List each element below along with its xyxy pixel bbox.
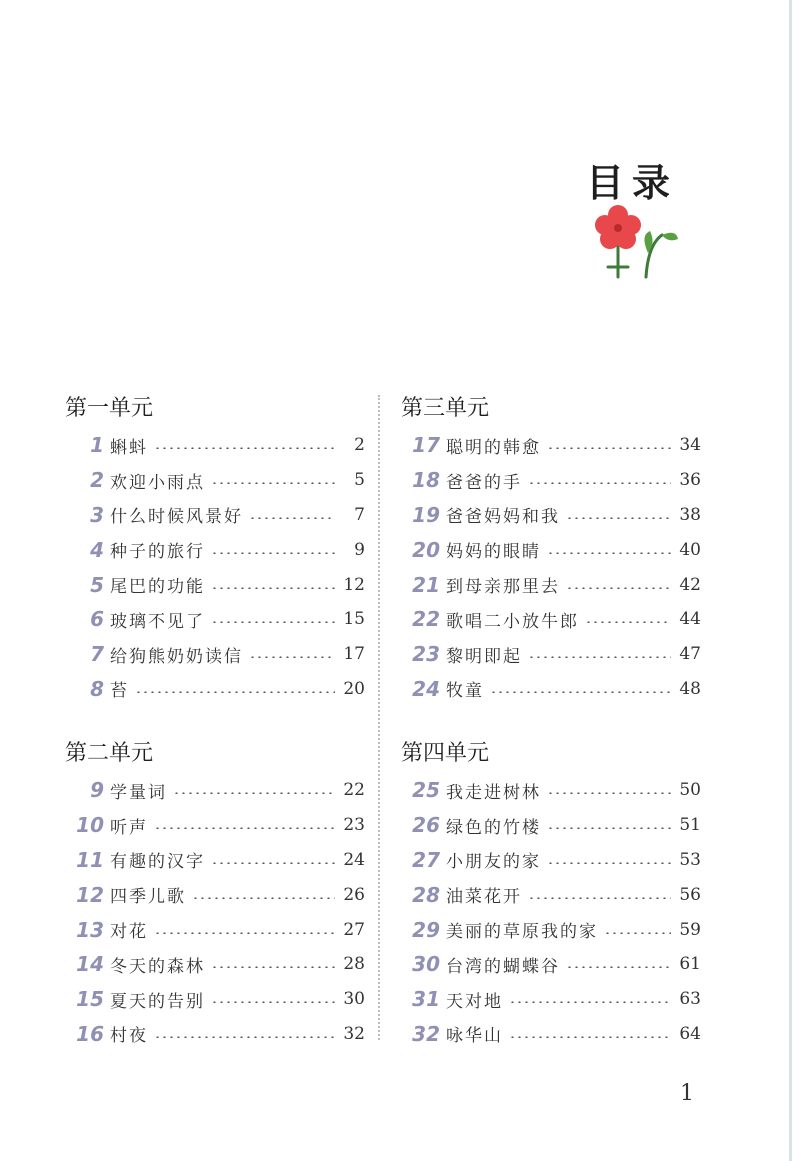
dot-leader xyxy=(154,1036,335,1038)
lesson-number: 10 xyxy=(76,813,104,838)
lesson-title: 妈妈的眼睛 xyxy=(446,542,541,563)
lesson-list xyxy=(65,773,365,1051)
lesson-number: 2 xyxy=(90,468,104,493)
column-divider xyxy=(378,395,380,1040)
lesson-page: 24 xyxy=(343,849,365,870)
lesson-title: 蝌蚪 xyxy=(110,437,148,458)
toc-entry[interactable] xyxy=(401,808,701,843)
lesson-title: 种子的旅行 xyxy=(110,542,205,563)
toc-entry[interactable] xyxy=(401,773,701,808)
dot-leader xyxy=(211,482,335,484)
lesson-number: 19 xyxy=(412,502,440,527)
dot-leader xyxy=(211,966,335,968)
lesson-title: 夏天的告别 xyxy=(110,991,205,1012)
lesson-list xyxy=(401,428,701,706)
lesson-number: 20 xyxy=(412,537,440,562)
toc-column-left xyxy=(65,390,365,1050)
page-edge-line xyxy=(789,0,792,1161)
lesson-page: 56 xyxy=(679,884,701,905)
flower-icon xyxy=(588,205,680,281)
dot-leader xyxy=(547,827,671,829)
dot-leader xyxy=(566,966,671,968)
lesson-list xyxy=(65,428,365,706)
lesson-page: 12 xyxy=(343,574,365,595)
dot-leader xyxy=(566,517,671,519)
toc-entry[interactable] xyxy=(65,773,365,808)
lesson-number: 15 xyxy=(76,987,104,1012)
lesson-page: 7 xyxy=(354,504,365,525)
dot-leader xyxy=(604,932,671,934)
toc-entry[interactable] xyxy=(401,498,701,533)
toc-entry[interactable] xyxy=(401,532,701,567)
lesson-title: 油菜花开 xyxy=(446,887,522,908)
dot-leader xyxy=(154,447,335,449)
lesson-page: 51 xyxy=(679,815,701,836)
lesson-page: 53 xyxy=(679,849,701,870)
lesson-title: 天对地 xyxy=(446,991,503,1012)
lesson-page: 50 xyxy=(679,780,701,801)
lesson-number: 3 xyxy=(90,502,104,527)
lesson-title: 歌唱二小放牛郎 xyxy=(446,611,579,632)
toc-entry[interactable] xyxy=(401,672,701,707)
lesson-page: 22 xyxy=(343,780,365,801)
dot-leader xyxy=(211,587,335,589)
lesson-number: 1 xyxy=(90,433,104,458)
toc-entry[interactable] xyxy=(401,843,701,878)
unit-1 xyxy=(65,390,365,706)
toc-entry[interactable] xyxy=(65,1017,365,1052)
lesson-page: 64 xyxy=(679,1023,701,1044)
lesson-page: 27 xyxy=(343,919,365,940)
lesson-number: 32 xyxy=(412,1021,440,1046)
toc-entry[interactable] xyxy=(65,843,365,878)
lesson-title: 咏华山 xyxy=(446,1026,503,1047)
dot-leader xyxy=(211,862,335,864)
lesson-title: 爸爸的手 xyxy=(446,472,522,493)
unit-3 xyxy=(401,390,701,706)
toc-entry[interactable] xyxy=(401,1017,701,1052)
dot-leader xyxy=(528,482,671,484)
lesson-title: 小朋友的家 xyxy=(446,852,541,873)
lesson-number: 28 xyxy=(412,882,440,907)
lesson-number: 26 xyxy=(412,813,440,838)
lesson-page: 34 xyxy=(679,435,701,456)
dot-leader xyxy=(211,621,335,623)
toc-entry[interactable] xyxy=(65,637,365,672)
lesson-page: 38 xyxy=(679,504,701,525)
unit-title: 第三单元 xyxy=(401,396,490,421)
lesson-page: 2 xyxy=(354,435,365,456)
toc-entry[interactable] xyxy=(401,602,701,637)
unit-4 xyxy=(401,735,701,1051)
toc-entry[interactable] xyxy=(401,912,701,947)
lesson-title: 村夜 xyxy=(110,1026,148,1047)
dot-leader xyxy=(135,691,335,693)
toc-entry[interactable] xyxy=(65,947,365,982)
lesson-number: 31 xyxy=(412,987,440,1012)
toc-entry[interactable] xyxy=(65,877,365,912)
lesson-title: 四季儿歌 xyxy=(110,887,186,908)
lesson-title: 美丽的草原我的家 xyxy=(446,922,598,943)
unit-title: 第四单元 xyxy=(401,741,490,766)
lesson-page: 30 xyxy=(343,989,365,1010)
dot-leader xyxy=(249,656,335,658)
lesson-number: 11 xyxy=(76,847,104,872)
lesson-number: 27 xyxy=(412,847,440,872)
lesson-number: 21 xyxy=(412,572,440,597)
lesson-title: 台湾的蝴蝶谷 xyxy=(446,956,560,977)
toc-entry[interactable] xyxy=(65,982,365,1017)
lesson-page: 5 xyxy=(354,470,365,491)
lesson-number: 17 xyxy=(412,433,440,458)
lesson-page: 48 xyxy=(679,678,701,699)
toc-entry[interactable] xyxy=(401,982,701,1017)
page-title: 目录 xyxy=(586,161,679,205)
lesson-number: 4 xyxy=(90,537,104,562)
dot-leader xyxy=(547,792,671,794)
lesson-title: 冬天的森林 xyxy=(110,956,205,977)
page-number: 1 xyxy=(680,1081,694,1106)
toc-entry[interactable] xyxy=(65,808,365,843)
dot-leader xyxy=(249,517,335,519)
lesson-page: 17 xyxy=(343,644,365,665)
lesson-number: 18 xyxy=(412,468,440,493)
toc-entry[interactable] xyxy=(401,637,701,672)
dot-leader xyxy=(585,621,671,623)
lesson-page: 59 xyxy=(679,919,701,940)
unit-title: 第一单元 xyxy=(65,396,154,421)
toc-entry[interactable] xyxy=(401,463,701,498)
toc-entry[interactable] xyxy=(65,463,365,498)
toc-entry[interactable] xyxy=(65,532,365,567)
lesson-title: 黎明即起 xyxy=(446,646,522,667)
lesson-number: 8 xyxy=(90,676,104,701)
lesson-title: 到母亲那里去 xyxy=(446,577,560,598)
lesson-number: 16 xyxy=(76,1021,104,1046)
lesson-number: 24 xyxy=(412,676,440,701)
lesson-title: 苔 xyxy=(110,681,129,702)
lesson-page: 63 xyxy=(679,989,701,1010)
lesson-title: 爸爸妈妈和我 xyxy=(446,507,560,528)
dot-leader xyxy=(509,1001,671,1003)
lesson-list xyxy=(401,773,701,1051)
toc-entry[interactable] xyxy=(65,567,365,602)
toc-entry[interactable] xyxy=(65,602,365,637)
lesson-page: 42 xyxy=(679,574,701,595)
lesson-number: 12 xyxy=(76,882,104,907)
dot-leader xyxy=(490,691,671,693)
dot-leader xyxy=(154,827,335,829)
lesson-number: 13 xyxy=(76,917,104,942)
lesson-number: 6 xyxy=(90,607,104,632)
dot-leader xyxy=(566,587,671,589)
dot-leader xyxy=(173,792,335,794)
lesson-title: 玻璃不见了 xyxy=(110,611,205,632)
lesson-title: 对花 xyxy=(110,922,148,943)
lesson-number: 25 xyxy=(412,778,440,803)
lesson-number: 14 xyxy=(76,952,104,977)
lesson-title: 欢迎小雨点 xyxy=(110,472,205,493)
toc-entry[interactable] xyxy=(401,567,701,602)
lesson-title: 给狗熊奶奶读信 xyxy=(110,646,243,667)
lesson-number: 29 xyxy=(412,917,440,942)
lesson-number: 7 xyxy=(90,642,104,667)
lesson-title: 听声 xyxy=(110,817,148,838)
toc-entry[interactable] xyxy=(401,877,701,912)
lesson-title: 有趣的汉字 xyxy=(110,852,205,873)
lesson-page: 47 xyxy=(679,644,701,665)
toc-entry[interactable] xyxy=(65,912,365,947)
toc-entry[interactable] xyxy=(401,947,701,982)
lesson-page: 44 xyxy=(679,609,701,630)
toc-entry[interactable] xyxy=(65,498,365,533)
lesson-number: 23 xyxy=(412,642,440,667)
toc-column-right xyxy=(401,390,701,1050)
lesson-page: 26 xyxy=(343,884,365,905)
lesson-title: 聪明的韩愈 xyxy=(446,437,541,458)
unit-title: 第二单元 xyxy=(65,741,154,766)
dot-leader xyxy=(154,932,335,934)
dot-leader xyxy=(509,1036,671,1038)
lesson-number: 30 xyxy=(412,952,440,977)
unit-2 xyxy=(65,735,365,1051)
lesson-page: 23 xyxy=(343,815,365,836)
dot-leader xyxy=(547,552,671,554)
lesson-title: 尾巴的功能 xyxy=(110,577,205,598)
lesson-number: 9 xyxy=(90,778,104,803)
lesson-title: 学量词 xyxy=(110,782,167,803)
dot-leader xyxy=(192,897,335,899)
lesson-page: 9 xyxy=(354,539,365,560)
lesson-title: 绿色的竹楼 xyxy=(446,817,541,838)
dot-leader xyxy=(547,447,671,449)
dot-leader xyxy=(211,552,335,554)
lesson-title: 我走进树林 xyxy=(446,782,541,803)
lesson-page: 15 xyxy=(343,609,365,630)
toc-entry[interactable] xyxy=(65,672,365,707)
dot-leader xyxy=(528,897,671,899)
lesson-number: 5 xyxy=(90,572,104,597)
lesson-number: 22 xyxy=(412,607,440,632)
lesson-page: 40 xyxy=(679,539,701,560)
lesson-page: 20 xyxy=(343,678,365,699)
lesson-page: 32 xyxy=(343,1023,365,1044)
dot-leader xyxy=(528,656,671,658)
lesson-page: 36 xyxy=(679,470,701,491)
dot-leader xyxy=(211,1001,335,1003)
dot-leader xyxy=(547,862,671,864)
toc-entry[interactable] xyxy=(401,428,701,463)
lesson-page: 61 xyxy=(679,954,701,975)
lesson-page: 28 xyxy=(343,954,365,975)
lesson-title: 牧童 xyxy=(446,681,484,702)
lesson-title: 什么时候风景好 xyxy=(110,507,243,528)
toc-entry[interactable] xyxy=(65,428,365,463)
